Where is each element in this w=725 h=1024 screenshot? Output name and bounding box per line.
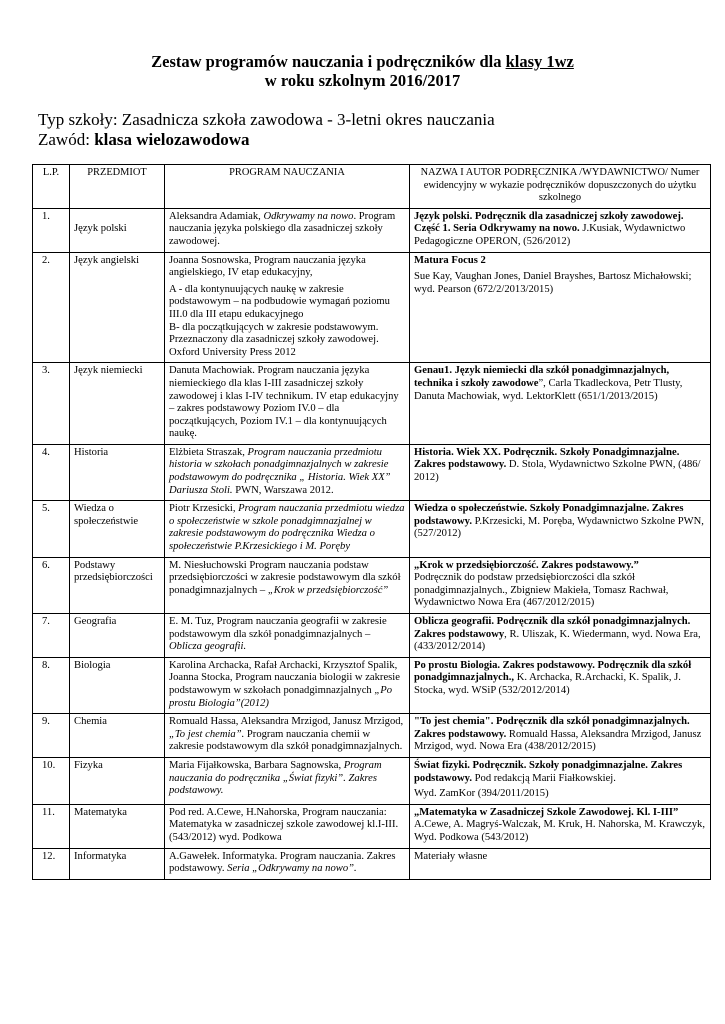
row-book: "To jest chemia". Podręcznik dla szkół ponadgimnazjalnych. Zakres podstawowy. Romuald Hassa, Aleksandra Mrzigod, Janusz Mrzigod, wyd. Nowa Era (438/2012/2015)	[410, 714, 711, 758]
row-lp: 11.	[33, 804, 70, 848]
row-subject: Informatyka	[70, 848, 165, 879]
row-book: Genau1. Język niemiecki dla szkół ponadgimnazjalnych, technika i szkoły zawodowe”, Carla Tkadleckova, Petr Tlusty, Danuta Machowiak, wyd. LektorKlett (651/1/2013/2015)	[410, 363, 711, 445]
school-type: Typ szkoły: Zasadnicza szkoła zawodowa - 3-letni okres nauczania	[38, 110, 495, 129]
row-lp: 12.	[33, 848, 70, 879]
row-lp: 3.	[33, 363, 70, 445]
table-row	[33, 757, 711, 804]
table-header-row	[33, 165, 711, 209]
row-program: Elżbieta Straszak, Program nauczania przedmiotu historia w szkołach ponadgimnazjalnych w zakresie podstawowym do podręcznika „ Historia. Wiek XX” Dariusza Stoli. PWN, Warszawa 2012.	[165, 444, 410, 500]
programs-table	[32, 164, 711, 880]
row-book: Oblicza geografii. Podręcznik dla szkół ponadgimnazjalnych. Zakres podstawowy, R. Uliszak, K. Wiedermann, wyd. Nowa Era, (433/2012/2014)	[410, 614, 711, 658]
row-book: „Krok w przedsiębiorczość. Zakres podstawowy.” Podręcznik do podstaw przedsiębiorczości dla szkół ponadgimnazjalnych., Zbigniew Makieła, Tomasz Rachwał, Wydawnictwo Nowa Era (467/2012/2015)	[410, 557, 711, 613]
table-row	[33, 208, 711, 252]
profession-value: klasa wielozawodowa	[94, 130, 250, 149]
table-row	[33, 614, 711, 658]
row-lp: 1.	[33, 208, 70, 252]
row-book: Po prostu Biologia. Zakres podstawowy. Podręcznik dla szkół ponadgimnazjalnych., K. Archacka, R.Archacki, K. Spalik, J. Stocka, wyd. WSiP (532/2012/2014)	[410, 657, 711, 713]
row-book: Wiedza o społeczeństwie. Szkoły Ponadgimnazjalne. Zakres podstawowy. P.Krzesicki, M. Poręba, Wydawnictwo Szkolne PWN, (527/2012)	[410, 501, 711, 557]
header-subject: PRZEDMIOT	[70, 165, 165, 209]
row-subject: Język niemiecki	[70, 363, 165, 445]
row-book: Język polski. Podręcznik dla zasadniczej szkoły zawodowej. Część 1. Seria Odkrywamy na nowo. J.Kusiak, Wydawnictwo Pedagogiczne OPERON, (526/2012)	[410, 208, 711, 252]
header-lp: L.P.	[33, 165, 70, 209]
row-program: M. Niesłuchowski Program nauczania podstaw przedsiębiorczości w zakresie podstawowym dla szkół ponadgimnazjalnych – „Krok w przedsiębiorczość”	[165, 557, 410, 613]
title-line2: w roku szkolnym 2016/2017	[264, 71, 461, 90]
row-subject: Fizyka	[70, 757, 165, 804]
table-row	[33, 444, 711, 500]
row-program: Danuta Machowiak. Program nauczania języka niemieckiego dla klas I-III zasadniczej szkoły zawodowej i klas I-IV technikum. IV etap edukacyjny – zakres podstawowy Poziom IV.0 – dla początkujących, Poziom IV.1 – dla kontynuujących naukę.	[165, 363, 410, 445]
row-lp: 5.	[33, 501, 70, 557]
row-subject: Język polski	[70, 208, 165, 252]
table-row	[33, 557, 711, 613]
row-lp: 4.	[33, 444, 70, 500]
row-program: Piotr Krzesicki, Program nauczania przedmiotu wiedza o społeczeństwie w szkole ponadgimnazjalnej w zakresie podstawowym do podręcznika Wiedza o społeczeństwie P.Krzesickiego i M. Poręby	[165, 501, 410, 557]
table-row	[33, 501, 711, 557]
row-subject: Biologia	[70, 657, 165, 713]
school-meta	[38, 110, 495, 150]
row-subject: Wiedza o społeczeństwie	[70, 501, 165, 557]
table-row	[33, 714, 711, 758]
row-program: Maria Fijałkowska, Barbara Sagnowska, Program nauczania do podręcznika „Świat fizyki”. Zakres podstawowy.	[165, 757, 410, 804]
row-subject: Historia	[70, 444, 165, 500]
row-program: Karolina Archacka, Rafał Archacki, Krzysztof Spalik, Joanna Stocka, Program nauczania biologii w zakresie podstawowym w szkołach ponadgimnazjalnych „Po prostu Biologia”(2012)	[165, 657, 410, 713]
row-program: Pod red. A.Cewe, H.Nahorska, Program nauczania: Matematyka w zasadniczej szkole zawodowej kl.I-III. (543/2012) wyd. Podkowa	[165, 804, 410, 848]
row-book: „Matematyka w Zasadniczej Szkole Zawodowej. Kl. I-III” A.Cewe, A. Magryś-Walczak, M. Kruk, H. Nahorska, M. Krawczyk, Wyd. Podkowa (543/2012)	[410, 804, 711, 848]
table-row	[33, 363, 711, 445]
row-lp: 9.	[33, 714, 70, 758]
table-row	[33, 252, 711, 363]
header-book: NAZWA I AUTOR PODRĘCZNIKA /WYDAWNICTWO/ Numer ewidencyjny w wykazie podręczników dopuszczonych do użytku szkolnego	[410, 165, 711, 209]
row-program: A.Gawełek. Informatyka. Program nauczania. Zakres podstawowy. Seria „Odkrywamy na nowo”.	[165, 848, 410, 879]
row-book: Świat fizyki. Podręcznik. Szkoły ponadgimnazjalne. Zakres podstawowy. Pod redakcją Marii Fiałkowskiej. Wyd. ZamKor (394/2011/2015)	[410, 757, 711, 804]
row-subject: Chemia	[70, 714, 165, 758]
table-row	[33, 657, 711, 713]
row-subject: Matematyka	[70, 804, 165, 848]
row-subject: Język angielski	[70, 252, 165, 363]
row-book: Materiały własne	[410, 848, 711, 879]
table-row	[33, 804, 711, 848]
header-program: PROGRAM NAUCZANIA	[165, 165, 410, 209]
row-lp: 10.	[33, 757, 70, 804]
row-program: Joanna Sosnowska, Program nauczania języka angielskiego, IV etap edukacyjny, A - dla kontynuujących naukę w zakresie podstawowym – na podbudowie wymagań poziomu III.0 dla III etapu edukacyjnego B- dla początkujących w zakresie podstawowym. Przeznaczony dla zasadniczej szkoły zawodowej. Oxford University Press 2012	[165, 252, 410, 363]
profession-label: Zawód:	[38, 130, 95, 149]
page-title	[0, 52, 725, 90]
row-subject: Podstawy przedsiębiorczości	[70, 557, 165, 613]
table-row	[33, 848, 711, 879]
row-subject: Geografia	[70, 614, 165, 658]
row-program: Romuald Hassa, Aleksandra Mrzigod, Janusz Mrzigod, „To jest chemia”. Program nauczania chemii w zakresie podstawowym dla szkół ponadgimnazjalnych.	[165, 714, 410, 758]
row-book: Matura Focus 2 Sue Kay, Vaughan Jones, Daniel Brayshes, Bartosz Michałowski; wyd. Pearson (672/2/2013/2015)	[410, 252, 711, 363]
row-program: E. M. Tuz, Program nauczania geografii w zakresie podstawowym dla szkół ponadgimnazjalnych – Oblicza geografii.	[165, 614, 410, 658]
row-lp: 2.	[33, 252, 70, 363]
title-line1: Zestaw programów nauczania i podręczników dla	[151, 52, 506, 71]
row-book: Historia. Wiek XX. Podręcznik. Szkoły Ponadgimnazjalne. Zakres podstawowy. D. Stola, Wydawnictwo Szkolne PWN, (486/ 2012)	[410, 444, 711, 500]
row-lp: 7.	[33, 614, 70, 658]
row-lp: 8.	[33, 657, 70, 713]
row-program: Aleksandra Adamiak, Odkrywamy na nowo. Program nauczania języka polskiego dla zasadniczej szkoły zawodowej.	[165, 208, 410, 252]
row-lp: 6.	[33, 557, 70, 613]
title-class: klasy 1wz	[505, 52, 574, 71]
